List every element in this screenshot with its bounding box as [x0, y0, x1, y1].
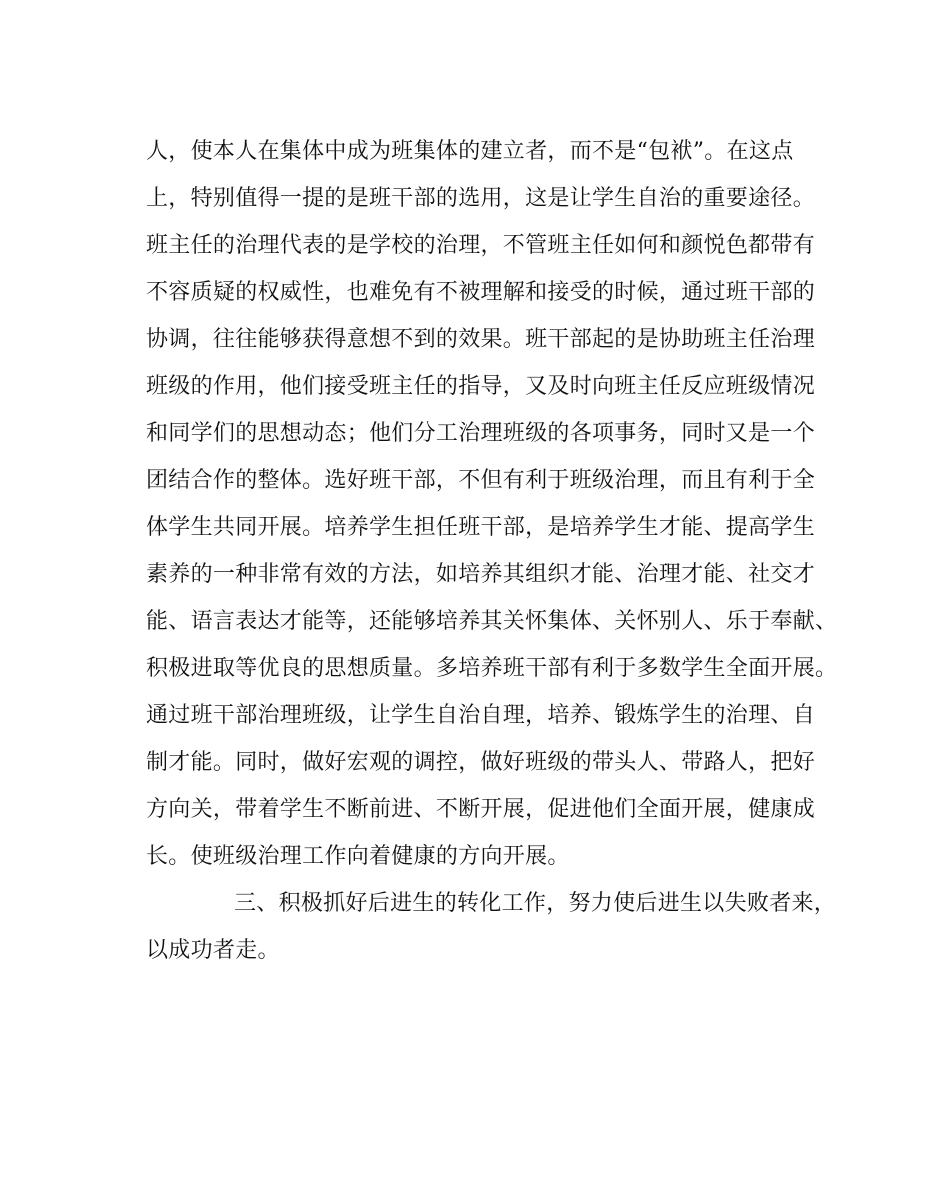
text-line: 能、语言表达才能等，还能够培养其关怀集体、关怀别人、乐于奉献、 [146, 609, 838, 634]
text-line: 通过班干部治理班级，让学生自治自理，培养、锻炼学生的治理、自 [146, 703, 816, 728]
text-line: 积极进取等优良的思想质量。多培养班干部有利于多数学生全面开展。 [146, 656, 838, 681]
text-line: 团结合作的整体。选好班干部，不但有利于班级治理，而且有利于全 [146, 468, 816, 493]
section-heading-line: 三、积极抓好后进生的转化工作，努力使后进生以失败者来， [234, 891, 837, 916]
text-line: 不容质疑的权威性，也难免有不被理解和接受的时候，通过班干部的 [146, 280, 816, 305]
body-text [146, 128, 838, 974]
text-line: 方向关，带着学生不断前进、不断开展，促进他们全面开展，健康成 [146, 797, 816, 822]
text-line: 上，特别值得一提的是班干部的选用，这是让学生自治的重要途径。 [146, 186, 816, 211]
text-line: 和同学们的思想动态；他们分工治理班级的各项事务，同时又是一个 [146, 421, 816, 446]
text-line: 素养的一种非常有效的方法，如培养其组织才能、治理才能、社交才 [146, 562, 816, 587]
text-line: 班主任的治理代表的是学校的治理，不管班主任如何和颜悦色都带有 [146, 233, 816, 258]
text-line: 协调，往往能够获得意想不到的效果。班干部起的是协助班主任治理 [146, 327, 816, 352]
text-line: 长。使班级治理工作向着健康的方向开展。 [146, 844, 570, 869]
text-line: 制才能。同时，做好宏观的调控，做好班级的带头人、带路人，把好 [146, 750, 816, 775]
text-line: 人，使本人在集体中成为班集体的建立者，而不是“包袱”。在这点 [146, 139, 794, 164]
text-line: 班级的作用，他们接受班主任的指导，又及时向班主任反应班级情况 [146, 374, 816, 399]
section-heading-line: 以成功者走。 [146, 938, 280, 963]
text-line: 体学生共同开展。培养学生担任班干部，是培养学生才能、提高学生 [146, 515, 816, 540]
